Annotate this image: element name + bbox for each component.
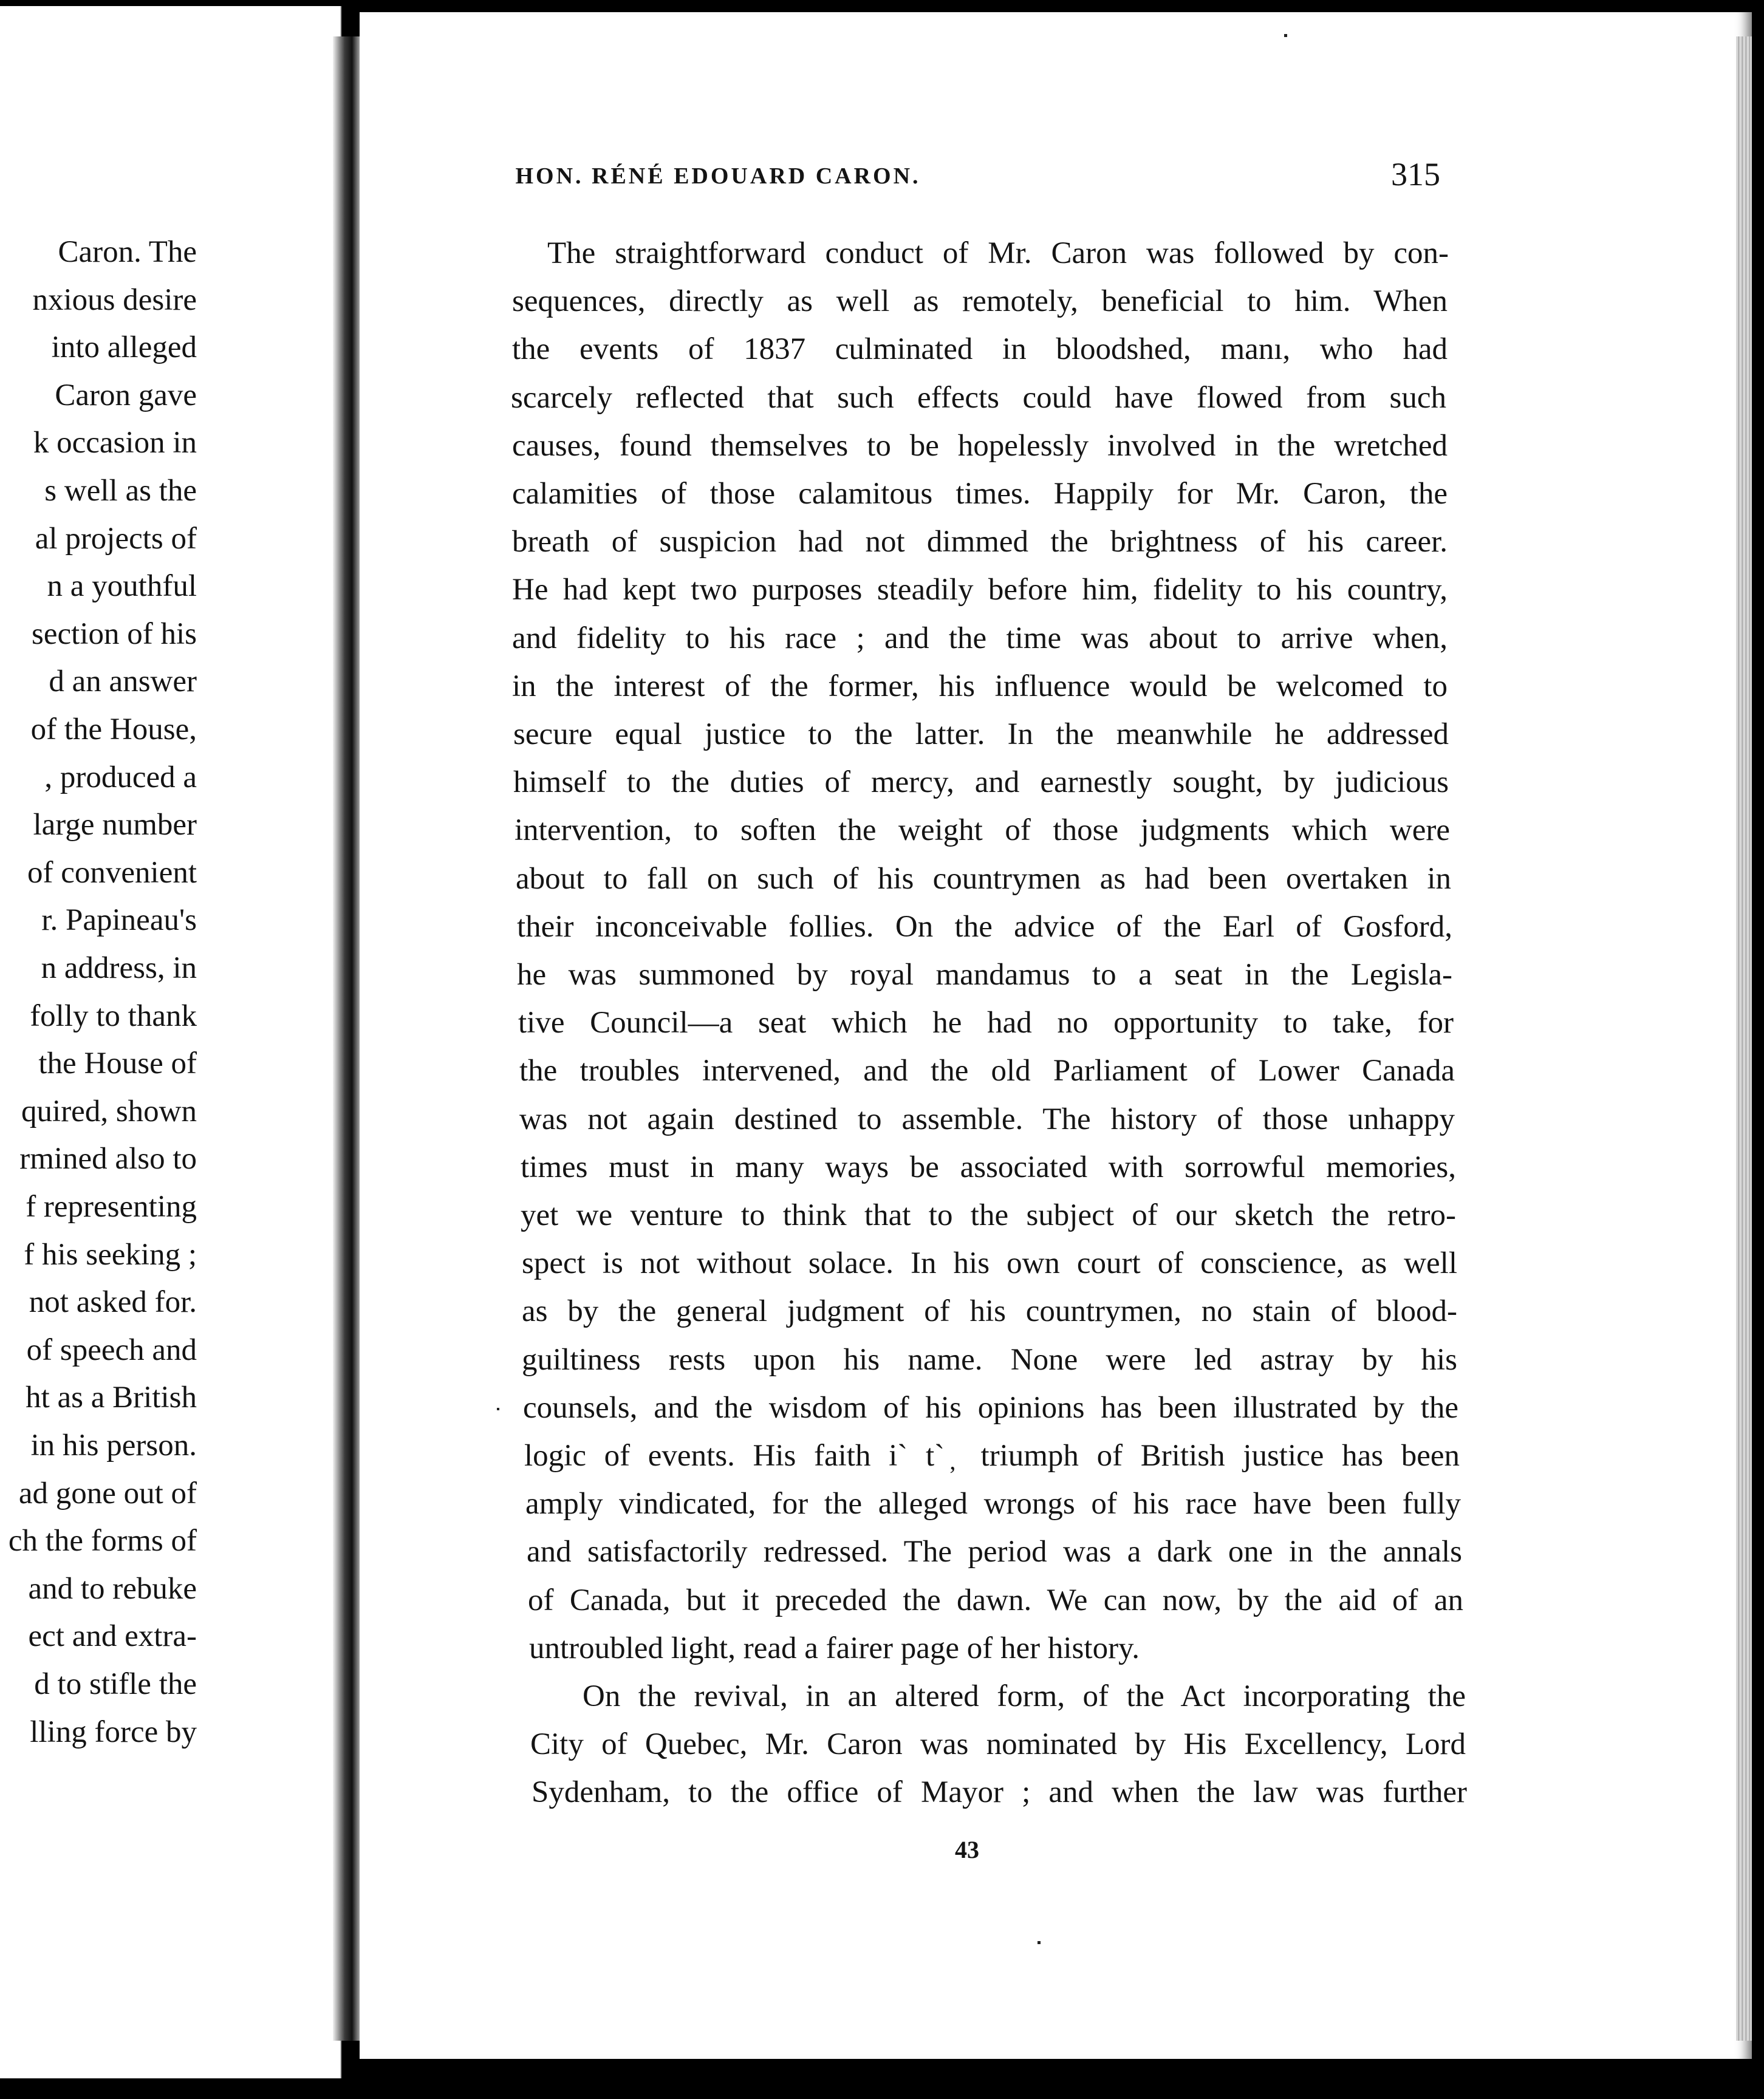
body-line: tive Council—a seat which he had no opportunity to take, for	[518, 1006, 1454, 1040]
left-page-line: large number	[33, 808, 197, 842]
left-page-line: d to stifle the	[34, 1667, 197, 1701]
body-line: sequences, directly as well as remotely, beneficial to him. When	[512, 284, 1448, 318]
left-page-line: into alleged	[51, 330, 197, 364]
speck-mark	[497, 1408, 499, 1410]
body-line: On the revival, in an altered form, of the Act incorporating the	[583, 1679, 1466, 1713]
left-page-line: not asked for.	[29, 1285, 197, 1319]
left-page-line: quired, shown	[21, 1094, 197, 1128]
left-page-line: section of his	[32, 617, 197, 651]
body-line: logic of events. His faith i` t` ̦ triumph of British justice has been	[524, 1439, 1460, 1473]
body-line: secure equal justice to the latter. In the meanwhile he addressed	[513, 717, 1449, 751]
page-edges	[1736, 36, 1752, 2041]
body-line: times must in many ways be associated with sorrowful memories,	[521, 1150, 1456, 1184]
running-head: HON. RÉNÉ EDOUARD CARON.	[515, 163, 921, 189]
left-page-line: of convenient	[27, 856, 197, 890]
left-page-text	[2, 237, 197, 1780]
left-page-line: of speech and	[26, 1333, 197, 1367]
body-line: he was summoned by royal mandamus to a seat in the Legisla-	[517, 958, 1452, 992]
body-line: intervention, to soften the weight of those judgments which were	[514, 813, 1450, 847]
body-line: causes, found themselves to be hopelessly involved in the wretched	[512, 429, 1448, 463]
body-line: of Canada, but it preceded the dawn. We can now, by the aid of an	[528, 1583, 1463, 1617]
body-line: The straightforward conduct of Mr. Caron was followed by con-	[547, 236, 1449, 270]
left-page-line: f representing	[26, 1190, 197, 1224]
body-line: spect is not without solace. In his own court of conscience, as well	[522, 1246, 1457, 1280]
left-page-line: d an answer	[49, 664, 197, 698]
left-page-line: k occasion in	[33, 426, 197, 460]
body-line: calamities of those calamitous times. Happily for Mr. Caron, the	[512, 477, 1448, 511]
left-page-line: the House of	[38, 1046, 197, 1080]
left-page-line: r. Papineau's	[41, 903, 197, 937]
left-page-line: al projects of	[35, 522, 197, 556]
left-page-line: , produced a	[44, 760, 197, 794]
left-page-line: ht as a British	[26, 1381, 197, 1415]
body-line: and fidelity to his race ; and the time was about to arrive when,	[512, 621, 1448, 655]
body-line: breath of suspicion had not dimmed the brightness of his career.	[512, 525, 1448, 559]
signature-mark: 43	[955, 1836, 979, 1863]
body-line: about to fall on such of his countrymen as had been overtaken in	[516, 862, 1451, 896]
left-page-line: in his person.	[30, 1428, 197, 1462]
left-page-line: Caron. The	[58, 235, 197, 269]
left-page-line: and to rebuke	[28, 1572, 197, 1606]
left-page-line: ch the forms of	[8, 1524, 197, 1558]
body-line: City of Quebec, Mr. Caron was nominated by His Excellency, Lord	[530, 1727, 1466, 1761]
left-page-line: nxious desire	[32, 283, 197, 317]
left-page-line: rmined also to	[19, 1142, 197, 1176]
body-line: amply vindicated, for the alleged wrongs of his race have been fully	[525, 1487, 1461, 1521]
left-page-line: folly to thank	[30, 999, 197, 1033]
body-line: He had kept two purposes steadily before him, fidelity to his country,	[512, 573, 1448, 607]
left-page-line: ad gone out of	[18, 1476, 197, 1510]
body-line: was not again destined to assemble. The history of those unhappy	[519, 1102, 1455, 1136]
body-line: Sydenham, to the office of Mayor ; and when the law was further	[532, 1775, 1467, 1809]
speck-mark	[1038, 1941, 1041, 1944]
body-line: their inconceivable follies. On the advice of the Earl of Gosford,	[517, 910, 1452, 944]
body-line: guiltiness rests upon his name. None were led astray by his	[522, 1343, 1457, 1377]
left-page-line: Caron gave	[55, 378, 197, 412]
body-line: yet we venture to think that to the subject of our sketch the retro-	[521, 1198, 1456, 1232]
body-line: in the interest of the former, his influence would be welcomed to	[512, 669, 1448, 703]
left-page-line: n address, in	[41, 951, 197, 985]
body-line: the events of 1837 culminated in bloodshed, manı, who had	[512, 332, 1448, 366]
left-page-line: n a youthful	[47, 569, 197, 603]
left-page-line: f his seeking ;	[24, 1238, 197, 1272]
left-page	[0, 6, 341, 2078]
body-line: counsels, and the wisdom of his opinions has been illustrated by the	[523, 1391, 1458, 1425]
left-page-line: of the House,	[30, 712, 197, 746]
left-page-line: ect and extra-	[28, 1619, 197, 1653]
left-page-line: lling force by	[30, 1715, 197, 1749]
body-line: untroubled light, read a fairer page of her history.	[529, 1631, 1140, 1665]
body-line: himself to the duties of mercy, and earnestly sought, by judicious	[513, 765, 1449, 799]
body-line: the troubles intervened, and the old Parliament of Lower Canada	[519, 1054, 1455, 1088]
left-page-line: s well as the	[44, 474, 197, 508]
page-number: 315	[1391, 156, 1440, 193]
speck-mark	[1284, 34, 1287, 37]
body-line: scarcely reflected that such effects could have flowed from such	[511, 381, 1446, 415]
body-line: as by the general judgment of his countrymen, no stain of blood-	[522, 1294, 1457, 1328]
body-line: and satisfactorily redressed. The period was a dark one in the annals	[527, 1535, 1462, 1569]
